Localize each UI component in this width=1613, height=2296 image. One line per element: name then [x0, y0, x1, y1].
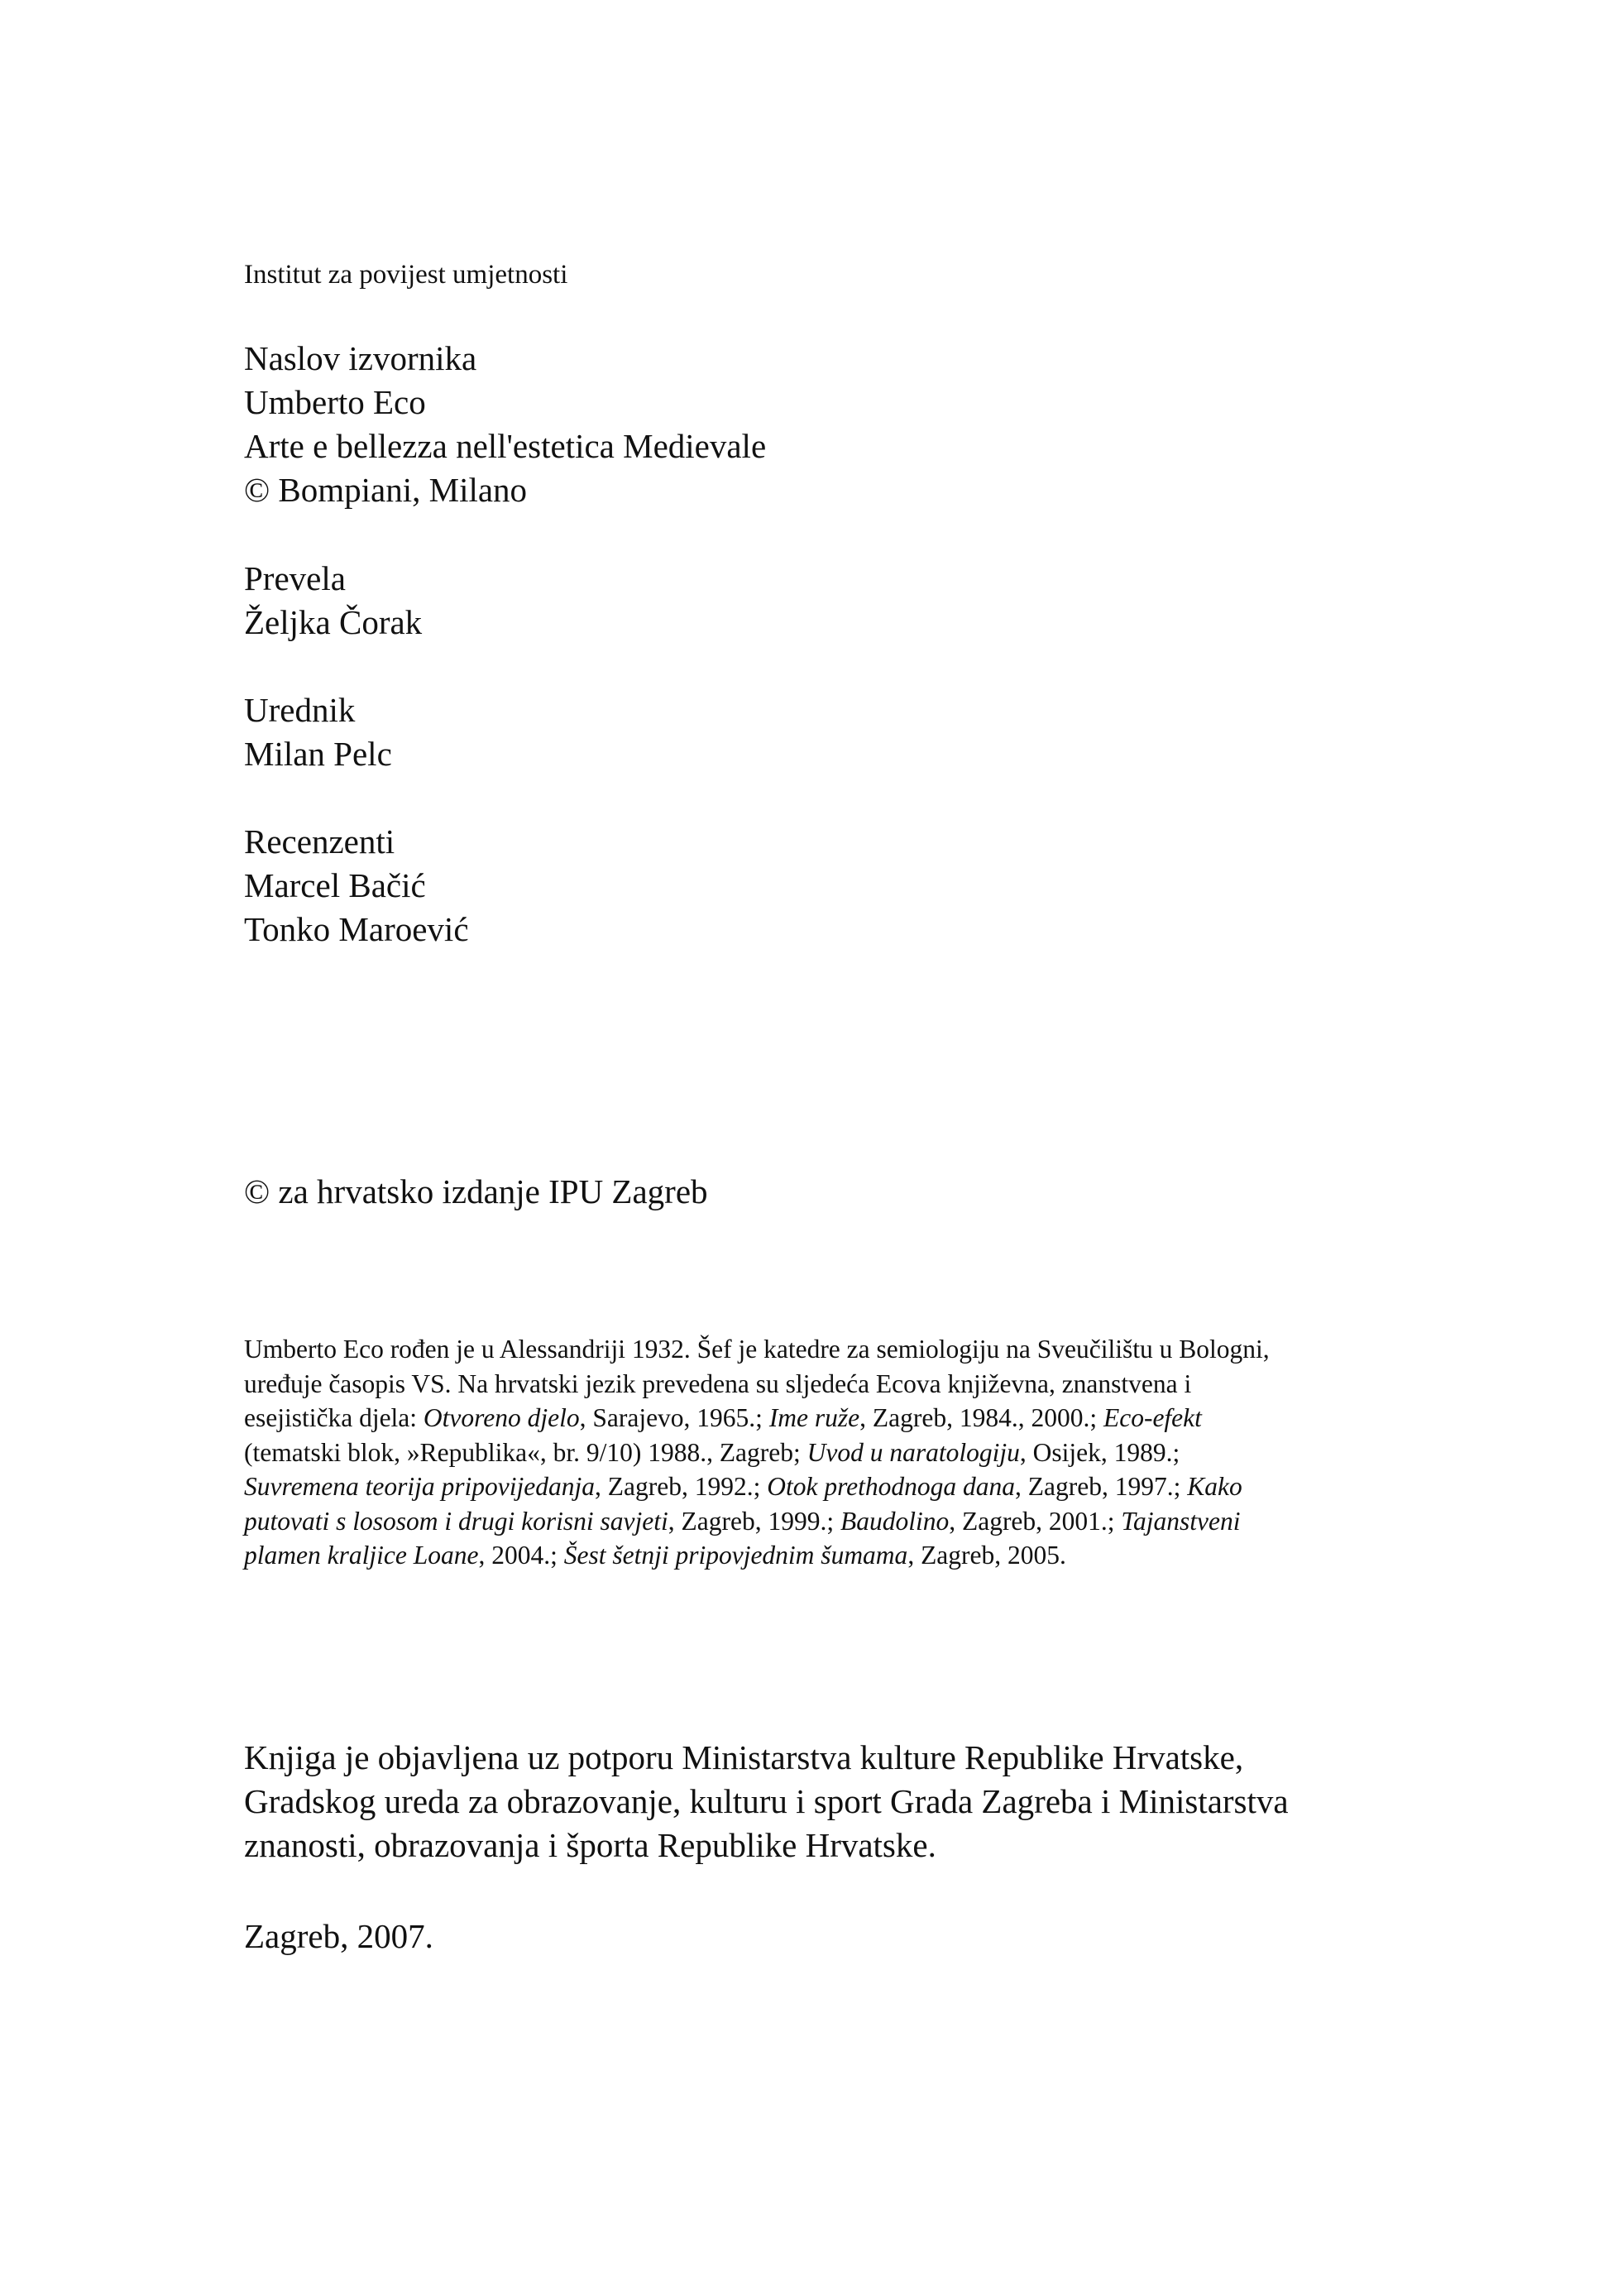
bio-text: , Zagreb, 2001.; — [949, 1506, 1122, 1536]
original-author: Umberto Eco — [244, 383, 426, 421]
bio-line — [244, 1538, 1443, 1573]
bio-text: , 2004.; — [478, 1541, 564, 1570]
original-copyright: © Bompiani, Milano — [244, 471, 528, 509]
bio-line — [244, 1401, 1443, 1436]
work-title: Tajanstveni — [1121, 1506, 1241, 1536]
bio-text: , Sarajevo, 1965.; — [579, 1403, 769, 1432]
bio-text: , Zagreb, 1999.; — [668, 1506, 840, 1536]
bio-text: , Zagreb, 1984., 2000.; — [859, 1403, 1103, 1432]
bio-text: esejistička djela: — [244, 1403, 424, 1432]
bio-text: (tematski blok, »Republika«, br. 9/10) 1988., Zagreb; — [244, 1437, 807, 1467]
editor-name: Milan Pelc — [244, 735, 392, 773]
work-title: Ime ruže — [768, 1403, 860, 1432]
reviewer-name: Tonko Maroević — [244, 910, 469, 948]
original-title: Arte e bellezza nell'estetica Medievale — [244, 427, 767, 465]
bio-line: Umberto Eco rođen je u Alessandriji 1932. Šef je katedre za semiologiju na Sveučilištu u Bologni, — [244, 1335, 1270, 1364]
work-title: Otok prethodnoga dana — [767, 1472, 1016, 1501]
work-title: plamen kraljice Loane — [244, 1541, 479, 1570]
editor-block — [244, 688, 392, 776]
bio-line — [244, 1436, 1443, 1470]
reviewers-label: Recenzenti — [244, 822, 395, 860]
work-title: Kako — [1187, 1472, 1242, 1501]
publisher: Institut za povijest umjetnosti — [244, 260, 568, 290]
bio-line — [244, 1504, 1443, 1539]
translator-name: Željka Čorak — [244, 603, 423, 641]
place-and-date: Zagreb, 2007. — [244, 1917, 433, 1955]
support-line: Gradskog ureda za obrazovanje, kulturu i sport Grada Zagreba i Ministarstva — [244, 1782, 1289, 1820]
croatian-edition-copyright: © za hrvatsko izdanje IPU Zagreb — [244, 1172, 708, 1210]
work-title: Otvoreno djelo — [423, 1403, 580, 1432]
original-title-block — [244, 337, 766, 512]
original-label: Naslov izvornika — [244, 339, 477, 377]
translator-block — [244, 557, 422, 645]
work-title: Suvremena teorija pripovijedanja — [244, 1472, 596, 1501]
support-statement — [244, 1736, 1289, 1867]
bio-text: , Zagreb, 1997.; — [1015, 1472, 1188, 1501]
reviewers-block — [244, 820, 469, 951]
work-title: Šest šetnji pripovjednim šumama — [563, 1541, 908, 1570]
work-title: Baudolino — [840, 1506, 950, 1536]
work-title: Uvod u naratologiju — [806, 1437, 1020, 1467]
reviewer-name: Marcel Bačić — [244, 866, 426, 904]
bio-line: uređuje časopis VS. Na hrvatski jezik prevedena su sljedeća Ecova književna, znanstvena i — [244, 1368, 1192, 1398]
support-line: Knjiga je objavljena uz potporu Ministarstva kulture Republike Hrvatske, — [244, 1738, 1244, 1776]
work-title: Eco-efekt — [1103, 1403, 1202, 1432]
bio-line — [244, 1469, 1443, 1504]
author-bio — [244, 1332, 1443, 1573]
bio-text: , Zagreb, 2005. — [907, 1541, 1066, 1570]
work-title: putovati s lososom i drugi korisni savjeti — [244, 1506, 668, 1536]
bio-text: , Zagreb, 1992.; — [595, 1472, 768, 1501]
translator-label: Prevela — [244, 559, 346, 597]
bio-text: , Osijek, 1989.; — [1019, 1437, 1180, 1467]
support-line: znanosti, obrazovanja i športa Republike Hrvatske. — [244, 1826, 936, 1864]
editor-label: Urednik — [244, 691, 356, 729]
